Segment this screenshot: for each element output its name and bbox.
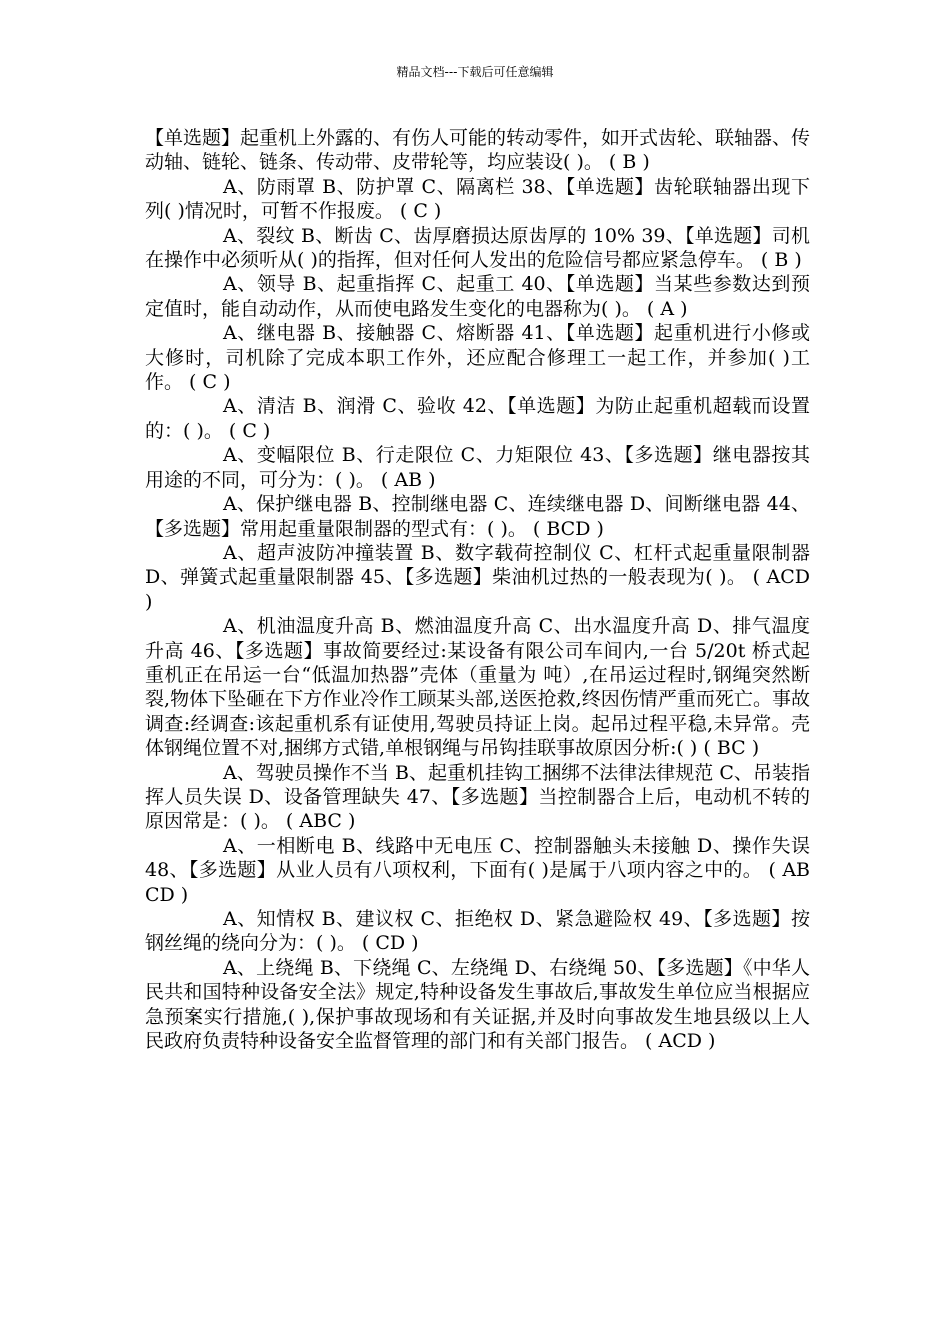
answer-options-paragraph: A、裂纹 B、断齿 C、齿厚磨损达原齿厚的 10% 39、【单选题】司机在操作中必须听从( )的指挥，但对任何人发出的危险信号都应紧急停车。 ( B ) — [145, 224, 810, 272]
document-body — [145, 126, 810, 1053]
answer-options-paragraph: A、领导 B、起重指挥 C、起重工 40、【单选题】当某些参数达到预定值时，能自动动作，从而使电路发生变化的电器称为( )。 ( A ) — [145, 273, 810, 320]
answer-options-paragraph: A、一相断电 B、线路中无电压 C、控制器触头未接触 D、操作失误 48、【多选题】从业人员有八项权利，下面有( )是属于八项内容之中的。 ( ABCD ) — [145, 834, 810, 906]
answer-options-paragraph: A、变幅限位 B、行走限位 C、力矩限位 43、【多选题】继电器按其用途的不同，可分为：( )。 ( AB ) — [145, 444, 810, 491]
answer-options-paragraph: A、防雨罩 B、防护罩 C、隔离栏 38、【单选题】齿轮联轴器出现下列( )情况时，可暂不作报废。 ( C ) — [145, 175, 810, 223]
question-paragraph: 【单选题】起重机上外露的、有伤人可能的转动零件，如开式齿轮、联轴器、传动轴、链轮、链条、传动带、皮带轮等，均应装设( )。 ( B ) — [145, 127, 811, 174]
answer-options-paragraph: A、超声波防冲撞装置 B、数字载荷控制仪 C、杠杆式起重量限制器 D、弹簧式起重量限制器 45、【多选题】柴油机过热的一般表现为( )。 ( ACD ) — [145, 541, 810, 613]
answer-options-paragraph: A、知情权 B、建议权 C、拒绝权 D、紧急避险权 49、【多选题】按钢丝绳的绕向分为：( )。 ( CD ) — [145, 908, 810, 955]
answer-options-paragraph: A、机油温度升高 B、燃油温度升高 C、出水温度升高 D、排气温度升高 46、【多选题】事故简要经过:某设备有限公司车间内,一台 5/20t 桥式起重机正在吊运一台“低温加热器”壳体（重量为 吨）,在吊运过程时,钢绳突然断裂,物体下坠砸在下方作业冷作工顾某头部,送医抢救,终因伤情严重而死亡。事故调查:经调查:该起重机系有证使用,驾驶员持证上岗。起吊过程平稳,未异常。壳体钢绳位置不对,捆绑方式错,单根钢绳与吊钩挂联事故原因分析:( ) ( BC ) — [145, 615, 810, 760]
answer-options-paragraph: A、上绕绳 B、下绕绳 C、左绕绳 D、右绕绳 50、【多选题】《中华人民共和国特种设备安全法》规定,特种设备发生事故后,事故发生单位应当根据应急预案实行措施,( ),保护事故现场和有关证据,并及时向事故发生地县级以上人民政府负责特种设备安全监督管理的部门和有关部门报告。 ( ACD ) — [145, 956, 810, 1053]
page-header: 精品文档---下载后可任意编辑 — [396, 65, 554, 79]
answer-options-paragraph: A、保护继电器 B、控制继电器 C、连续继电器 D、间断继电器 44、【多选题】常用起重量限制器的型式有：( )。 ( BCD ) — [145, 493, 810, 540]
answer-options-paragraph: A、清洁 B、润滑 C、验收 42、【单选题】为防止起重机超载而设置的：( )。 ( C ) — [145, 395, 810, 442]
answer-options-paragraph: A、继电器 B、接触器 C、熔断器 41、【单选题】起重机进行小修或大修时，司机除了完成本职工作外，还应配合修理工一起工作，并参加( )工作。 ( C ) — [145, 322, 810, 394]
answer-options-paragraph: A、驾驶员操作不当 B、起重机挂钩工捆绑不法律法律规范 C、吊装指挥人员失误 D、设备管理缺失 47、【多选题】当控制器合上后，电动机不转的原因常是：( )。 ( ABC ) — [145, 761, 810, 833]
